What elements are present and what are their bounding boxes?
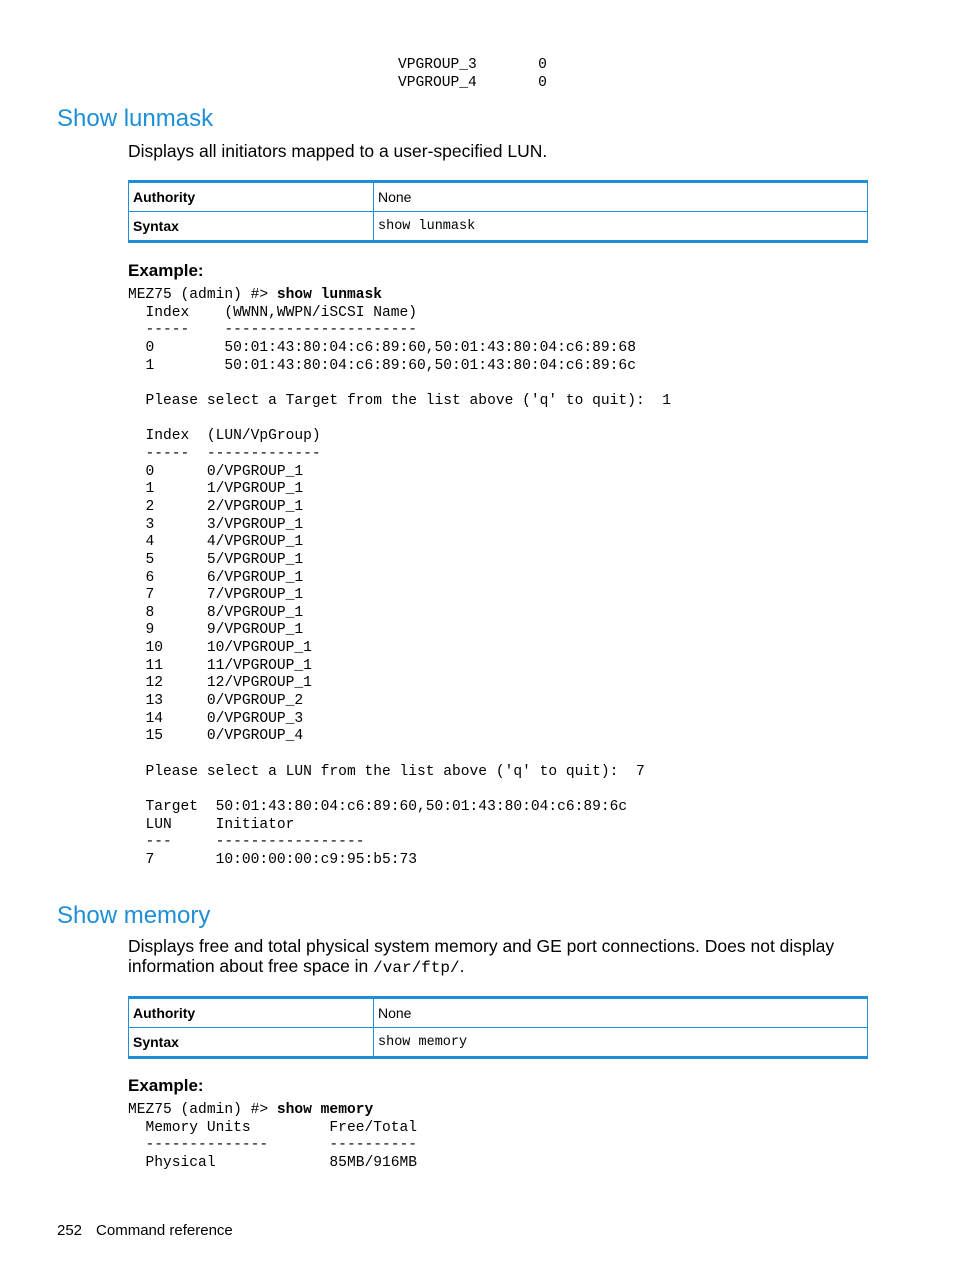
section-description: Displays all initiators mapped to a user-specified LUN. <box>128 141 548 161</box>
example-code-block <box>128 1102 417 1173</box>
syntax-value: show lunmask <box>374 212 868 242</box>
syntax-row <box>129 1028 868 1058</box>
authority-value: None <box>374 182 868 212</box>
description-text: Displays free and total physical system memory and GE port connections. Does not display information about free space in <box>128 936 835 976</box>
example-label: Example: <box>128 1076 204 1095</box>
cli-command: show lunmask <box>276 287 382 303</box>
cli-prompt: MEZ75 (admin) #> <box>128 287 277 303</box>
authority-row <box>129 998 868 1028</box>
authority-row <box>129 182 868 212</box>
cli-output: Index (WWNN,WWPN/iSCSI Name) ----- ---------------------- 0 50:01:43:80:04:c6:89:60,50:01:43:80:04:c6:89:68 1 50:01:43:80:04:c6:89:60,50:01:43:80:04:c6:89:6c Please select a Target from the list above ('q' to quit): 1 Index (LUN/VpGroup) ----- ------------- 0 0/VPGROUP_1 1 1/VPGROUP_1 2 2/VPGROUP_1 3 3/VPGROUP_1 4 4/VPGROUP_1 5 5/VPGROUP_1 6 6/VPGROUP_1 7 7/VPGROUP_1 8 8/VPGROUP_1 9 9/VPGROUP_1 10 10/VPGROUP_1 11 11/VPGROUP_1 12 12/VPGROUP_1 13 0/VPGROUP_2 14 0/VPGROUP_3 15 0/VPGROUP_4 Please select a LUN from the list above ('q' to quit): 7 Target 50:01:43:80:04:c6:89:60,50:01:43:80:04:c6:89:6c LUN Initiator --- ----------------- 7 10:00:00:00:c9:95:b5:73 <box>145 304 671 868</box>
authority-label: Authority <box>129 182 374 212</box>
cli-command: show memory <box>276 1102 374 1118</box>
description-end: . <box>459 956 465 976</box>
cli-prompt: MEZ75 (admin) #> <box>128 1102 277 1118</box>
command-info-table <box>128 996 868 1059</box>
syntax-row <box>129 212 868 242</box>
page-number: 252 <box>57 1222 83 1239</box>
syntax-label: Syntax <box>129 1028 374 1058</box>
section-description <box>128 936 848 978</box>
previous-output-continuation: VPGROUP_3 0 VPGROUP_4 0 <box>398 57 547 91</box>
authority-label: Authority <box>129 998 374 1028</box>
section-title-show-lunmask: Show lunmask <box>57 105 214 132</box>
syntax-value: show memory <box>374 1028 868 1058</box>
footer-section-name: Command reference <box>96 1222 233 1239</box>
syntax-label: Syntax <box>129 212 374 242</box>
authority-value: None <box>374 998 868 1028</box>
example-label: Example: <box>128 261 204 280</box>
inline-code-path: /var/ftp/ <box>373 959 460 977</box>
cli-output: Memory Units Free/Total -------------- ---------- Physical 85MB/916MB <box>145 1119 418 1171</box>
section-title-show-memory: Show memory <box>57 902 211 929</box>
page-footer <box>57 1222 233 1239</box>
example-code-block <box>128 287 671 870</box>
command-info-table <box>128 180 868 243</box>
